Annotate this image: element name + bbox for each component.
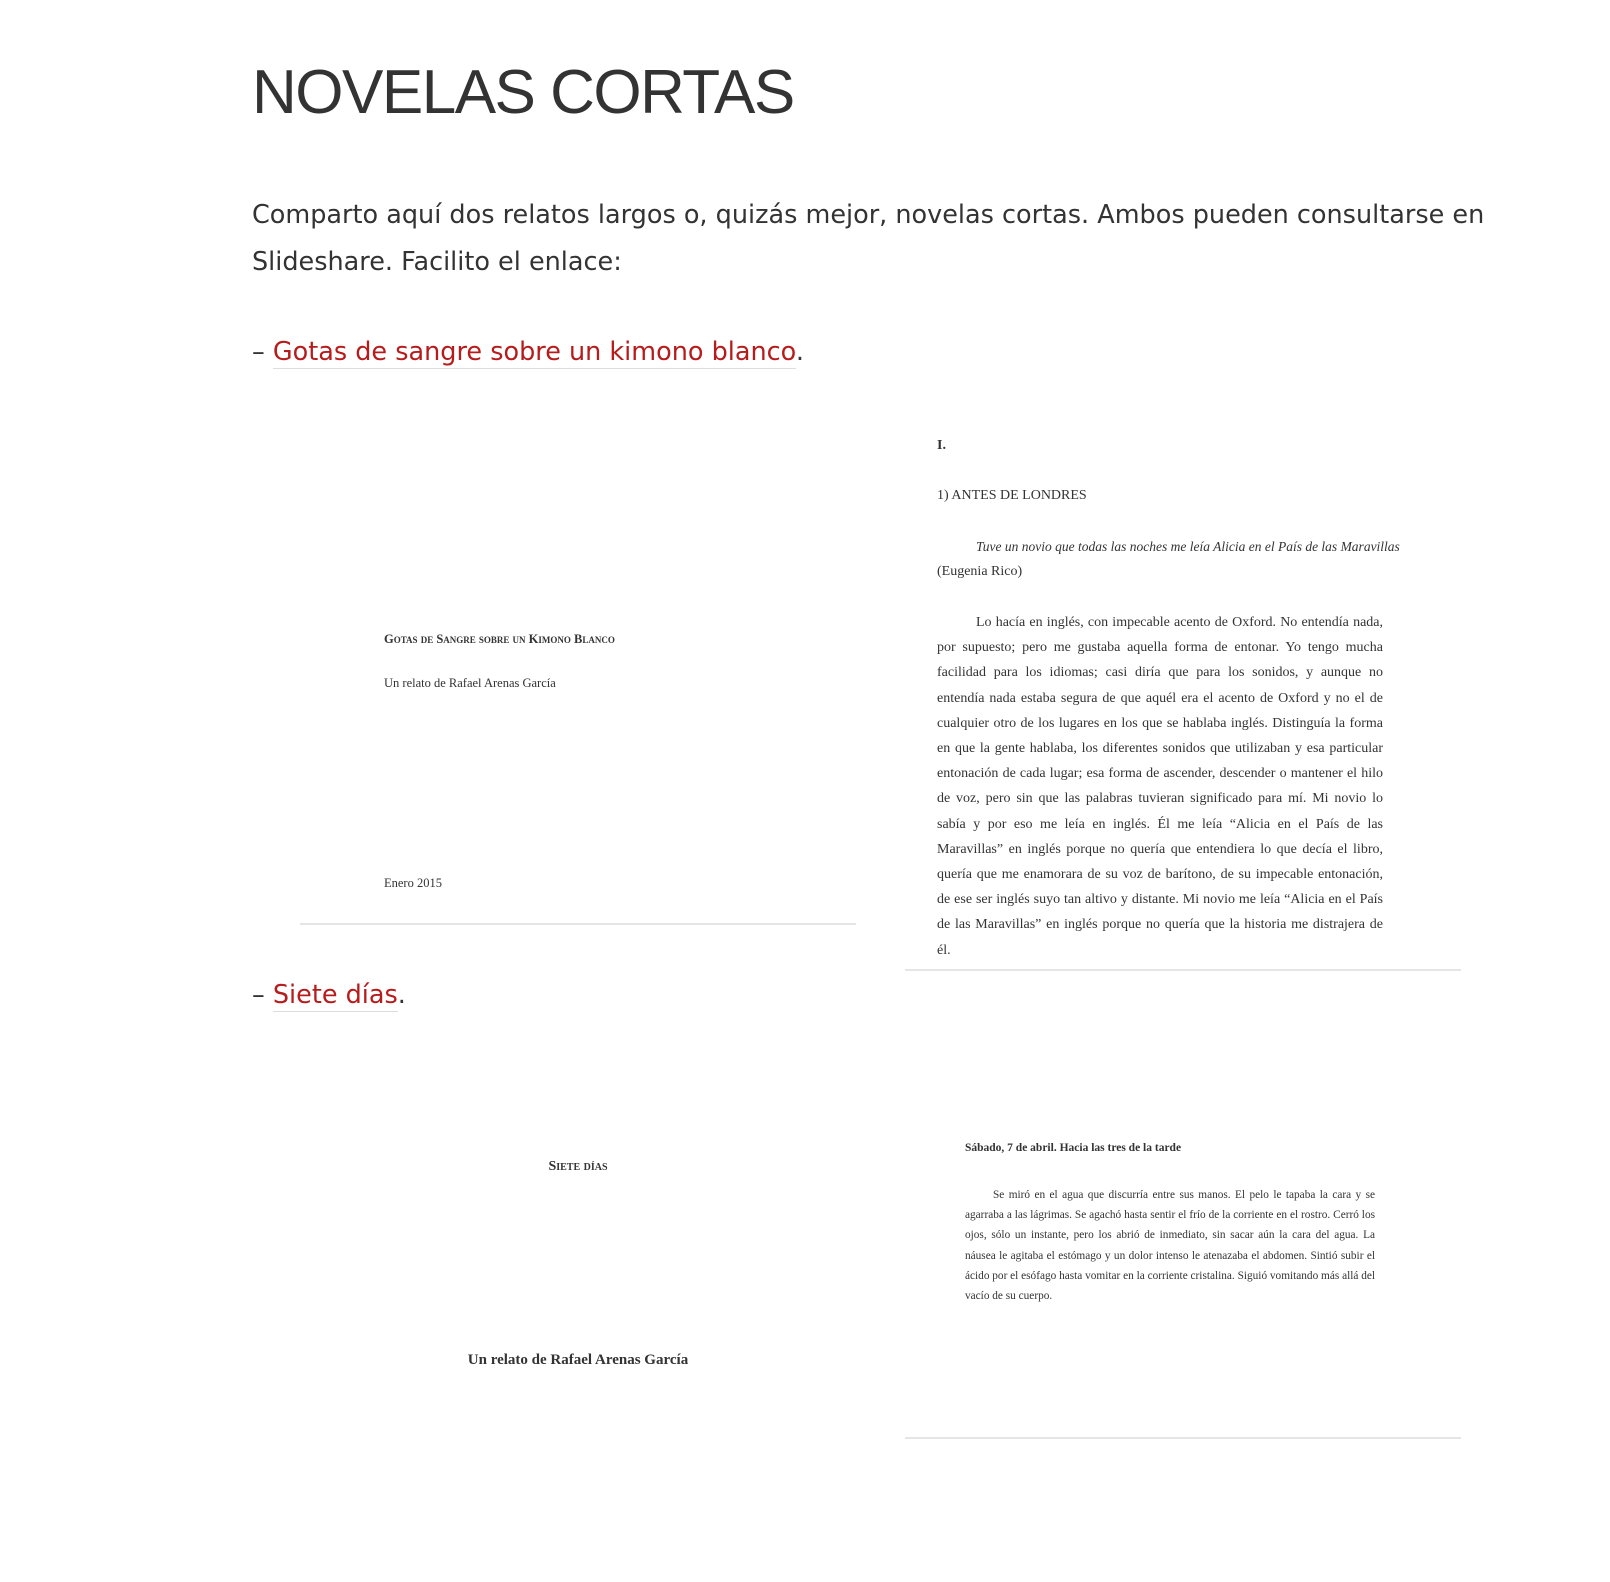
link-gotas-de-sangre[interactable]: Gotas de sangre sobre un kimono blanco xyxy=(272,337,796,367)
slide-section: I. xyxy=(937,438,946,453)
link-siete-dias[interactable]: Siete días xyxy=(272,980,398,1010)
item-period: . xyxy=(795,337,804,367)
slide-date: Enero 2015 xyxy=(384,876,442,890)
slide-divider xyxy=(905,1437,1461,1439)
slide-preview-gotas-cover[interactable] xyxy=(300,410,856,922)
intro-paragraph: Comparto aquí dos relatos largos o, quizás mejor, novelas cortas. Ambos pueden consultarse en Slideshare. Facilito el enlace: xyxy=(252,200,1485,277)
slide-preview-siete-page[interactable] xyxy=(905,1120,1461,1440)
item-dash: – xyxy=(252,337,273,367)
slide-title: Gotas de Sangre sobre un Kimono Blanco xyxy=(384,632,615,646)
slide-epigraph: Tuve un novio que todas las noches me leía Alicia en el País de las Maravillas xyxy=(976,539,1400,554)
novel-item-1 xyxy=(252,334,804,370)
slide-divider xyxy=(300,923,856,925)
item-period: . xyxy=(397,980,406,1010)
slide-preview-gotas-page[interactable] xyxy=(905,410,1461,968)
slide-preview-siete-cover[interactable] xyxy=(300,1030,856,1430)
novel-item-2 xyxy=(252,977,406,1013)
slide-subtitle: Un relato de Rafael Arenas García xyxy=(384,676,556,690)
slide-title: Siete días xyxy=(548,1159,608,1174)
slide-body: Se miró en el agua que discurría entre sus manos. El pelo le tapaba la cara y se agarraba a las lágrimas. Se agachó hasta sentir el frío de la corriente en el rostro. Cerró los ojos, sólo un instante, pero los abrió de inmediato, sin sacar aún la cara del agua. La náusea le agitaba el estómago y un dolor intenso le atenazaba el abdomen. Sintió subir el ácido por el esófago hasta vomitar en la corriente cristalina. Siguió vomitando más allá del vacío de su cuerpo. xyxy=(965,1189,1376,1303)
slide-heading: 1) ANTES DE LONDRES xyxy=(937,488,1087,503)
slide-body: Lo hacía en inglés, con impecable acento de Oxford. No entendía nada, por supuesto; pero me gustaba aquella forma de entonar. Yo tengo mucha facilidad para los idiomas; casi diría que para los sonidos, y aunque no entendía nada estaba segura de que aquél era el acento de Oxford y no el de cualquier otro de los lugares en los que se hablaba inglés. Distinguía la forma en que la gente hablaba, los diferentes sonidos que utilizaban y esa particular entonación de cada lugar; esa forma de ascender, descender o mantener el hilo de voz, pero sin que las palabras tuvieran significado para mí. Mi novio lo sabía y por eso me leía en inglés. Él me leía “Alicia en el País de las Maravillas” en inglés porque no quería que entendiera lo que decía el libro, quería que me enamorara de su voz de barítono, de su impecable entonación, de ese ser inglés suyo tan altivo y distante. Mi novio me leía “Alicia en el País de las Maravillas” en inglés porque no quería que la historia me distrajera de él. xyxy=(937,615,1383,958)
slide-subtitle: Un relato de Rafael Arenas García xyxy=(467,1352,689,1368)
slide-epigraph-author: (Eugenia Rico) xyxy=(937,564,1023,579)
slide-divider xyxy=(905,969,1461,971)
page-title: NOVELAS CORTAS xyxy=(252,58,794,127)
item-dash: – xyxy=(252,980,273,1010)
slide-heading: Sábado, 7 de abril. Hacia las tres de la tarde xyxy=(965,1142,1182,1154)
